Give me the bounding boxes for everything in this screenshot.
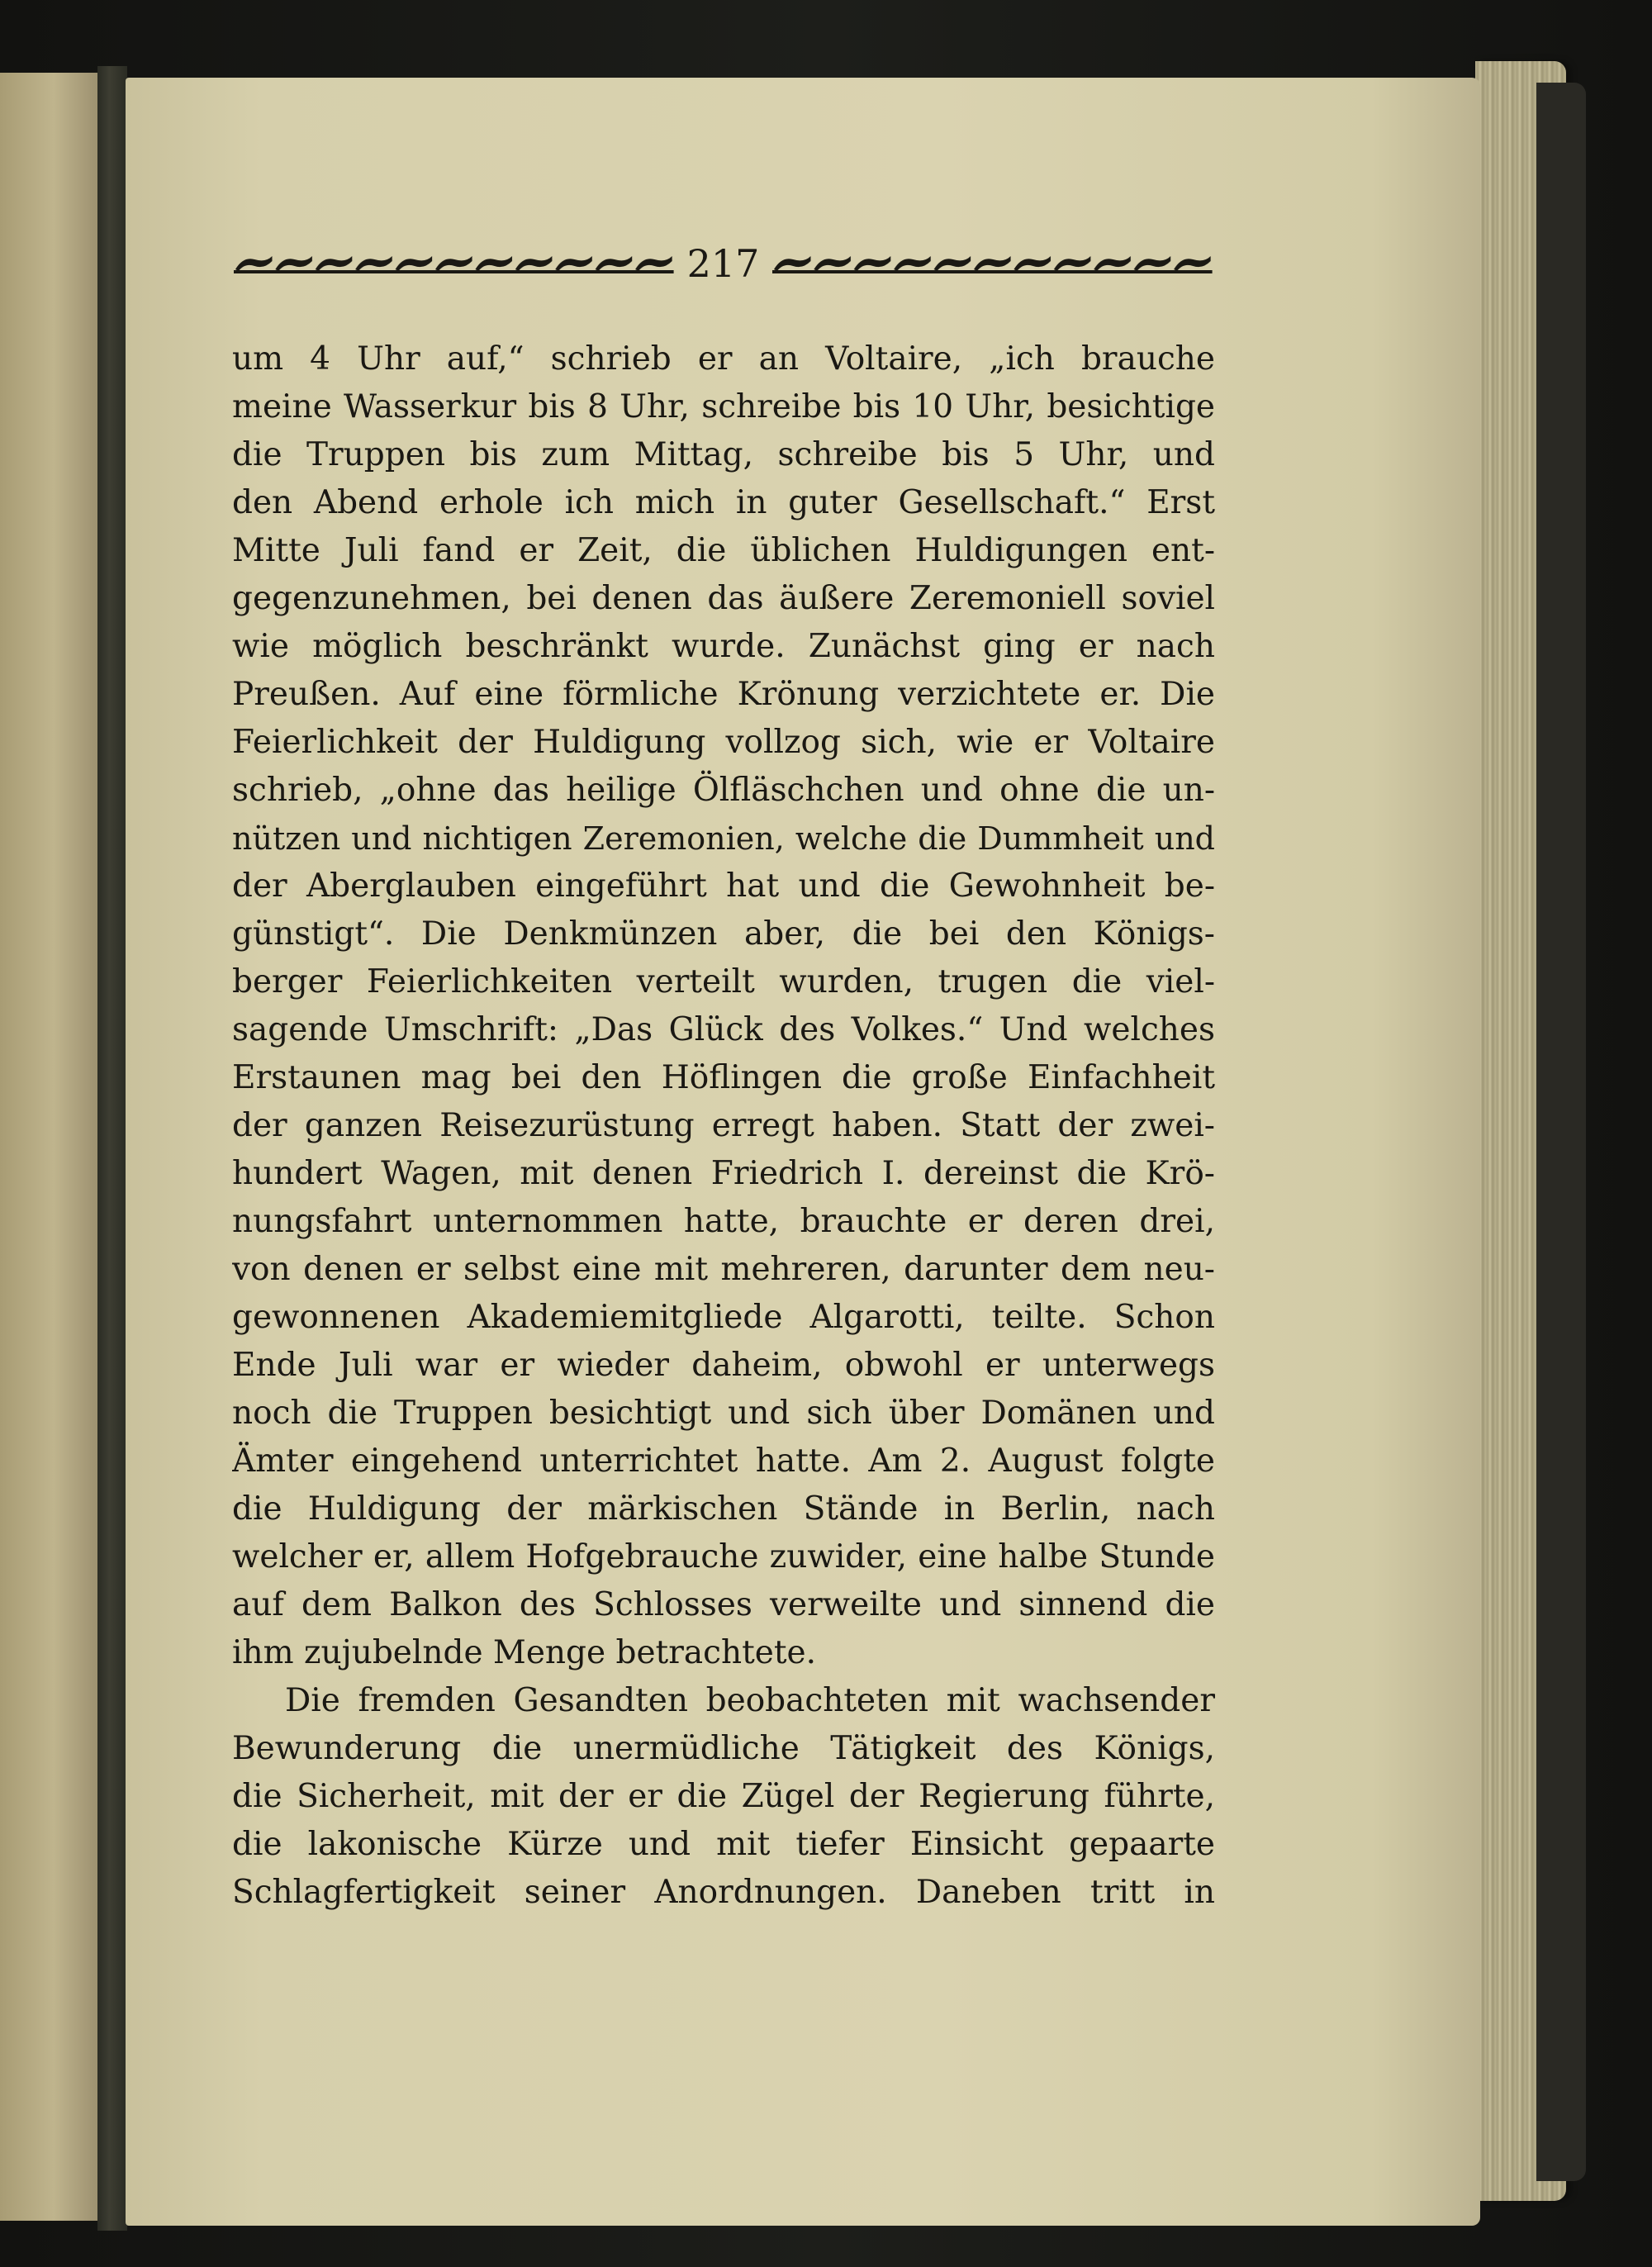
text-line: welcher er, allem Hofgebrauche zuwider, eine halbe Stunde [232, 1538, 1215, 1575]
text-line: nungsfahrt unternommen hatte, brauchte er deren drei, [232, 1203, 1215, 1240]
text-line: Preußen. Auf eine förmliche Krönung verzichtete er. Die [232, 676, 1215, 713]
text-line: die Truppen bis zum Mittag, schreibe bis 5 Uhr, und [232, 436, 1215, 473]
body-text [232, 335, 1215, 1917]
text-line: schrieb, „ohne das heilige Ölfläschchen und ohne die un- [232, 772, 1215, 809]
text-line: die Sicherheit, mit der er die Zügel der Regierung führte, [232, 1778, 1215, 1815]
text-line: Feierlichkeit der Huldigung vollzog sich, wie er Voltaire [232, 724, 1215, 761]
text-line: der Aberglauben eingeführt hat und die Gewohnheit be- [232, 867, 1215, 905]
text-line: die Huldigung der märkischen Stände in Berlin, nach [232, 1490, 1215, 1528]
text-line: günstigt“. Die Denkmünzen aber, die bei den Königs- [232, 915, 1215, 953]
text-line: wie möglich beschränkt wurde. Zunächst ging er nach [232, 628, 1215, 665]
text-line: berger Feierlichkeiten verteilt wurden, trugen die viel- [232, 963, 1215, 1000]
ornament-left-icon [234, 253, 674, 274]
paragraph-start-line: Die fremden Gesandten beobachteten mit wachsender [285, 1682, 1215, 1719]
text-line: sagende Umschrift: „Das Glück des Volkes.“ Und welches [232, 1011, 1215, 1048]
text-line: von denen er selbst eine mit mehreren, darunter dem neu- [232, 1251, 1215, 1288]
text-line: auf dem Balkon des Schlosses verweilte und sinnend die [232, 1586, 1215, 1623]
facing-page-edge [0, 73, 99, 2221]
text-line: Mitte Juli fand er Zeit, die üblichen Huldigungen ent- [232, 532, 1215, 569]
book-gutter [97, 66, 127, 2231]
text-line: Erstaunen mag bei den Höflingen die große Einfachheit [232, 1059, 1215, 1096]
text-line: meine Wasserkur bis 8 Uhr, schreibe bis 10 Uhr, besichtige [232, 388, 1215, 425]
text-line: hundert Wagen, mit denen Friedrich I. dereinst die Krö- [232, 1155, 1215, 1192]
text-line: die lakonische Kürze und mit tiefer Einsicht gepaarte [232, 1826, 1215, 1863]
page-number: 217 [686, 241, 760, 286]
text-line: nützen und nichtigen Zeremonien, welche die Dummheit und [232, 820, 1215, 857]
text-line: gewonnenen Akademiemitgliede Algarotti, teilte. Schon [232, 1299, 1215, 1336]
text-line: Ende Juli war er wieder daheim, obwohl er unterwegs [232, 1347, 1215, 1384]
text-line: Ämter eingehend unterrichtet hatte. Am 2. August folgte [232, 1442, 1215, 1480]
text-line: noch die Truppen besichtigt und sich über Domänen und [232, 1395, 1215, 1432]
book-cover-edge [1536, 83, 1586, 2181]
text-line: Bewunderung die unermüdliche Tätigkeit des Königs, [232, 1730, 1215, 1767]
ornament-right-icon [772, 253, 1213, 274]
text-line: den Abend erhole ich mich in guter Gesellschaft.“ Erst [232, 484, 1215, 521]
text-line: um 4 Uhr auf,“ schrieb er an Voltaire, „ich brauche [232, 340, 1215, 378]
paragraph-end-line: ihm zujubelnde Menge betrachtete. [232, 1634, 816, 1671]
text-line: gegenzunehmen, bei denen das äußere Zeremoniell soviel [232, 580, 1215, 617]
text-line: Schlagfertigkeit seiner Anordnungen. Daneben tritt in [232, 1874, 1215, 1911]
text-line: der ganzen Reisezurüstung erregt haben. Statt der zwei- [232, 1107, 1215, 1144]
running-header [234, 241, 1213, 286]
